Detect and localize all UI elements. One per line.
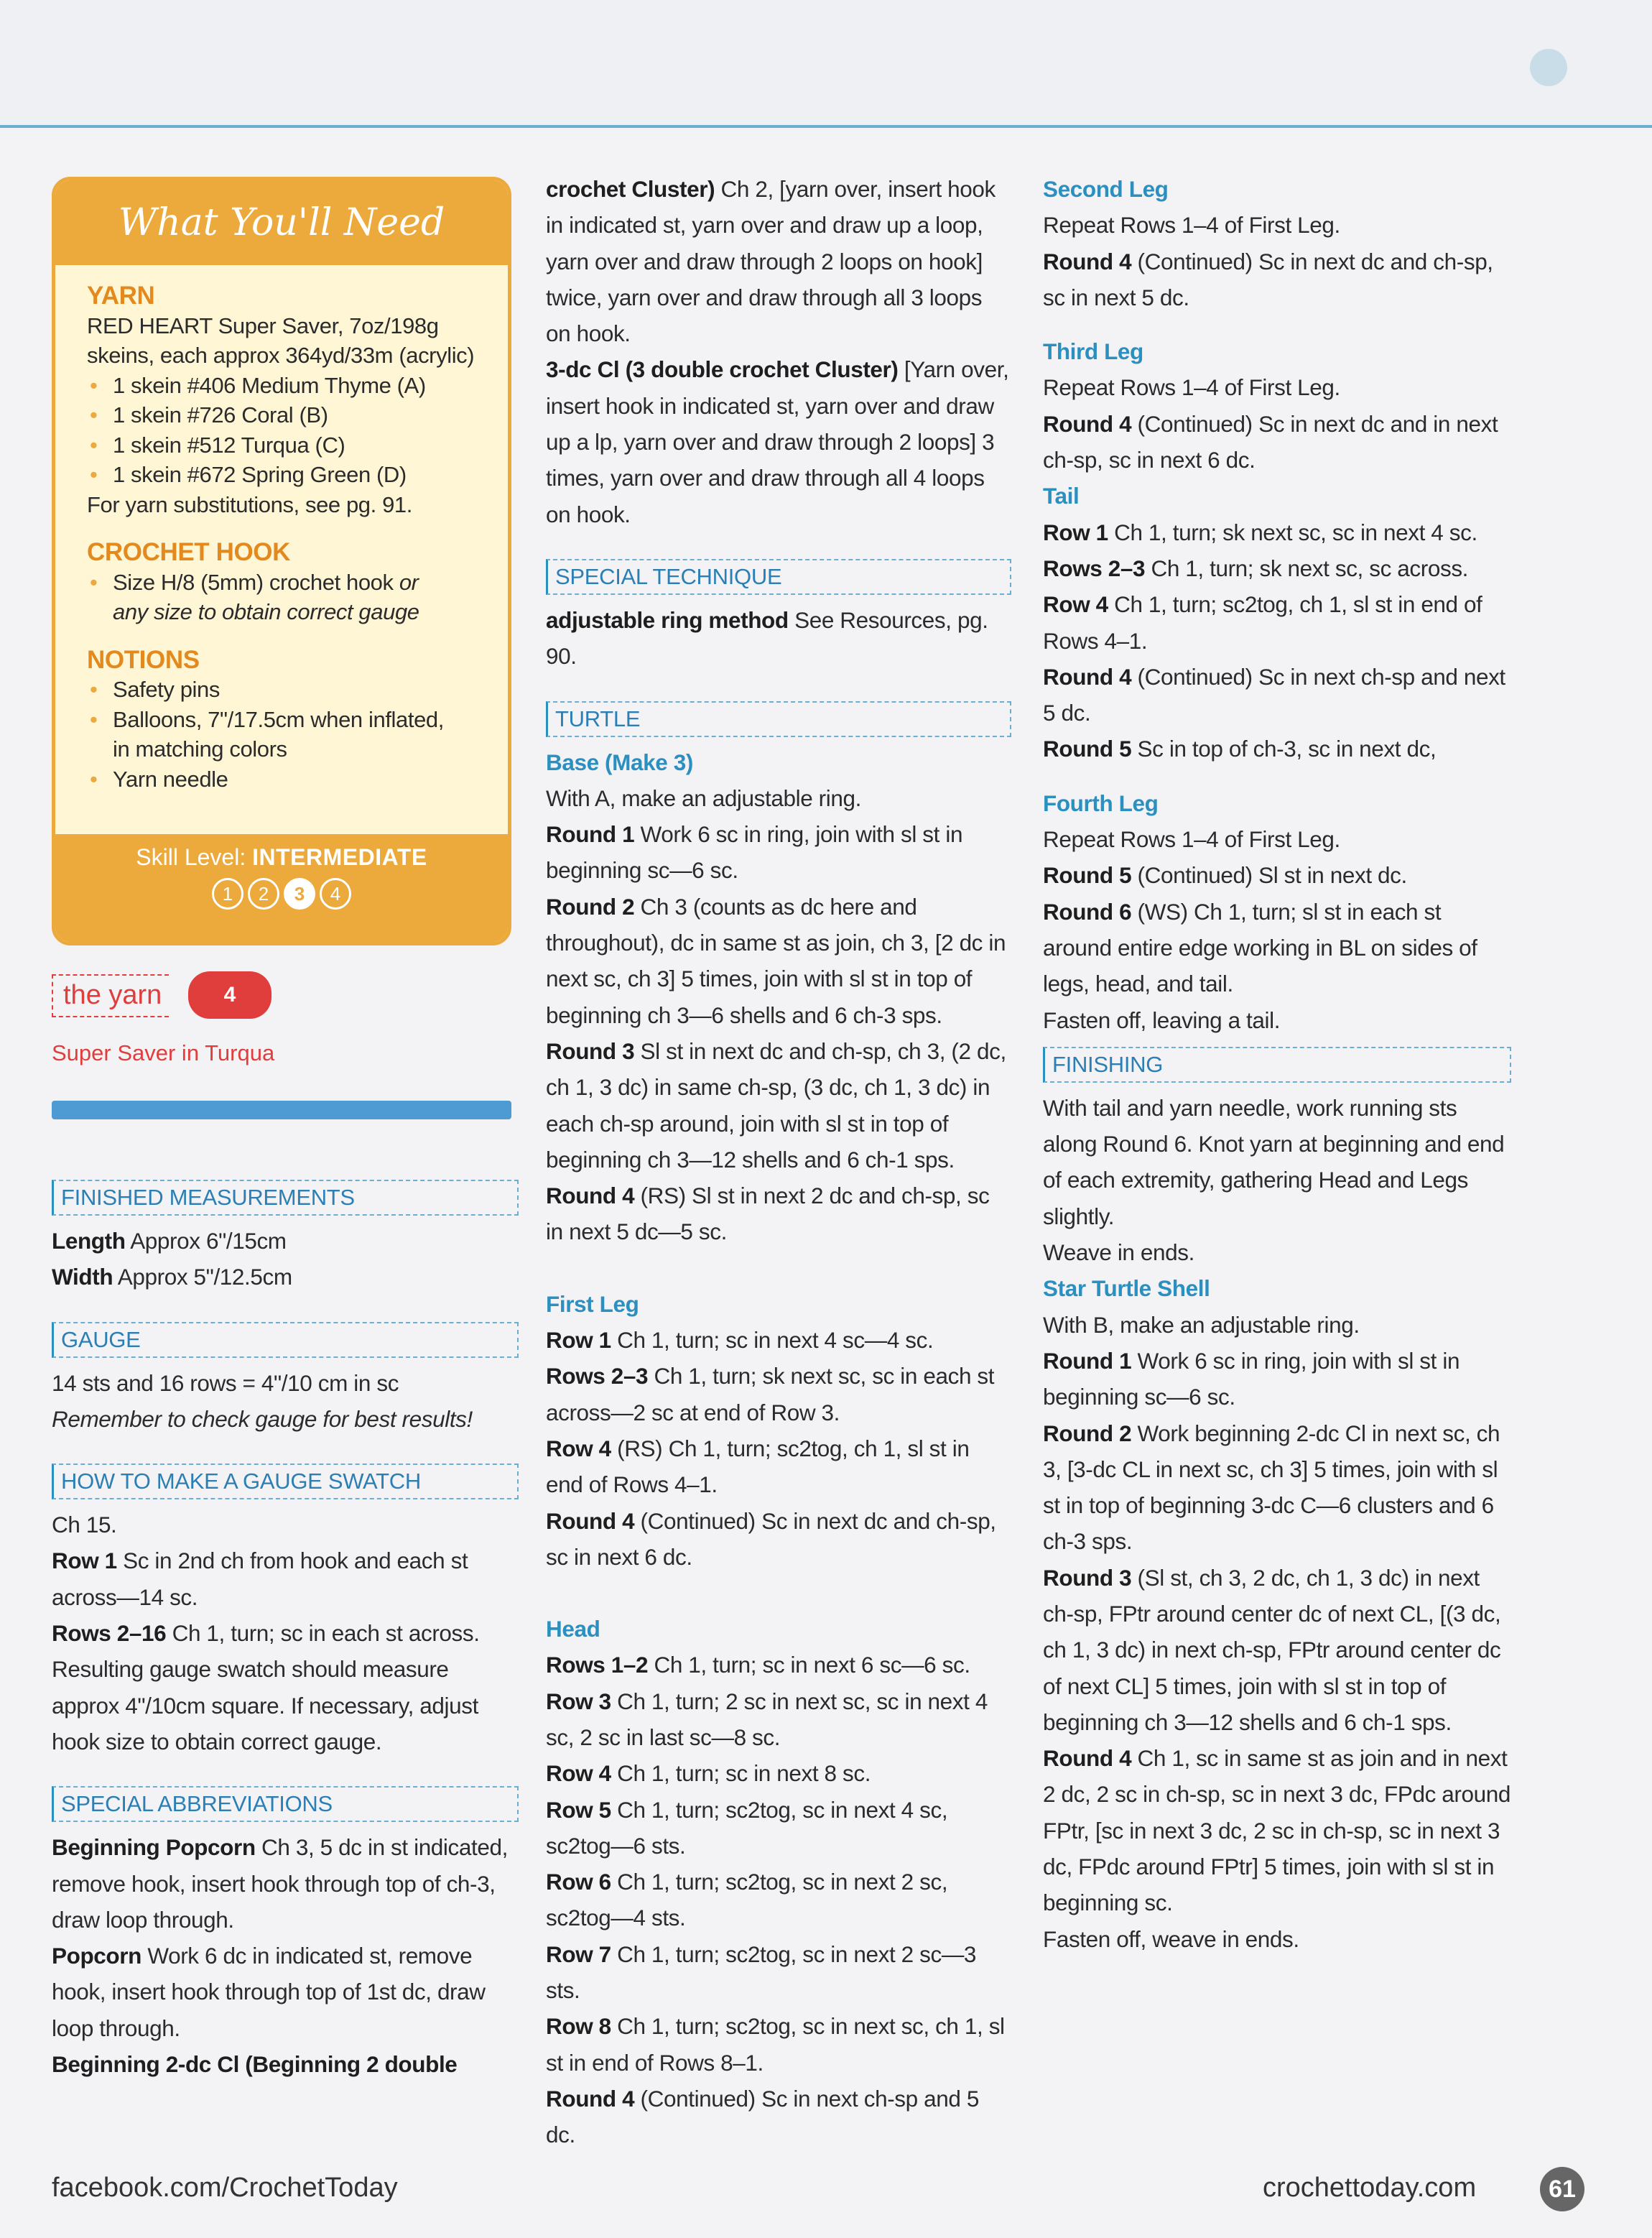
- width-spec: Width Approx 5"/12.5cm: [52, 1264, 292, 1290]
- technique: adjustable ring method See Resources, pg. 90.: [546, 606, 988, 670]
- notion-item-cont: in matching colors: [113, 736, 287, 762]
- subhead-star-turtle-shell: Star Turtle Shell: [1043, 1275, 1210, 1302]
- instruction: Round 4 (Continued) Sc in next ch-sp and 5 dc.: [546, 2085, 979, 2148]
- instruction: Round 5 (Continued) Sl st in next dc.: [1043, 862, 1407, 889]
- abbreviation: Beginning Popcorn Ch 3, 5 dc in st indicated, remove hook, insert hook through top of ch-3, draw loop through.: [52, 1834, 508, 1933]
- abbreviation: Popcorn Work 6 dc in indicated st, remove hook, insert hook through top of 1st dc, draw loop through.: [52, 1943, 486, 2041]
- instruction: Round 1 Work 6 sc in ring, join with sl st in beginning sc—6 sc.: [1043, 1347, 1460, 1410]
- instruction: Round 3 Sl st in next dc and ch-sp, ch 3, (2 dc, ch 1, 3 dc) in same ch-sp, (3 dc, ch 1, 3 dc) in each ch-sp around, join with sl st in top of beginning ch 3—12 shells and 6 ch-1 sps.: [546, 1037, 1006, 1173]
- instruction: Repeat Rows 1–4 of First Leg.: [1043, 374, 1340, 401]
- abbreviation: 3-dc Cl (3 double crochet Cluster) [Yarn over, insert hook in indicated st, yarn over and draw up a lp, yarn over and draw through 2 loops] 3 times, yarn over and draw through all 4 loops on hook.: [546, 356, 1009, 527]
- instruction: Round 6 (WS) Ch 1, turn; sl st in each st around entire edge working in BL on sides of legs, head, and tail.: [1043, 898, 1477, 997]
- yarn-line: RED HEART Super Saver, 7oz/198g: [87, 313, 439, 338]
- notion-item: • Balloons, 7"/17.5cm when inflated,: [87, 705, 486, 735]
- footer-site-link: crochettoday.com: [1263, 2173, 1477, 2203]
- instruction: Round 4 (Continued) Sc in next dc and ch-sp, sc in next 6 dc.: [546, 1507, 996, 1570]
- swatch-row: Rows 2–16 Ch 1, turn; sc in each st across. Resulting gauge swatch should measure approx 4"/10cm square. If necessary, adjust hook size to obtain correct gauge.: [52, 1620, 480, 1754]
- yarn-weight-icon: 4: [188, 971, 272, 1019]
- instruction: Fasten off, leaving a tail.: [1043, 1007, 1281, 1033]
- instruction: Rows 2–3 Ch 1, turn; sk next sc, sc in each st across—2 sc at end of Row 3.: [546, 1363, 995, 1425]
- subhead-third-leg: Third Leg: [1043, 338, 1143, 365]
- skill-dot-selected: 3: [284, 878, 315, 910]
- subhead-base: Base (Make 3): [546, 749, 693, 775]
- yarn-caption: Super Saver in Turqua: [52, 1040, 275, 1065]
- instruction: Row 3 Ch 1, turn; 2 sc in next sc, sc in next 4 sc, 2 sc in last sc—8 sc.: [546, 1688, 988, 1750]
- column-left: [52, 1171, 519, 2082]
- yarn-item: • 1 skein #406 Medium Thyme (A): [87, 371, 486, 401]
- instruction: Round 2 Work beginning 2-dc Cl in next sc, ch 3, [3-dc CL in next sc, ch 3] 5 times, join with sl st in top of beginning 3-dc C—6 clusters and 6 ch-3 sps.: [1043, 1420, 1500, 1555]
- skill-value: INTERMEDIATE: [252, 844, 427, 870]
- section-finishing: FINISHING: [1043, 1047, 1511, 1083]
- instruction: Repeat Rows 1–4 of First Leg.: [1043, 826, 1340, 853]
- abbreviation: Beginning 2-dc Cl (Beginning 2 double: [52, 2051, 458, 2078]
- instruction: Row 4 Ch 1, turn; sc in next 8 sc.: [546, 1760, 871, 1787]
- instruction: Row 8 Ch 1, turn; sc2tog, sc in next sc, ch 1, sl st in end of Rows 8–1.: [546, 2013, 1005, 2076]
- column-middle: [546, 171, 1011, 2153]
- subhead-tail: Tail: [1043, 483, 1080, 509]
- instruction: Rows 2–3 Ch 1, turn; sk next sc, sc across.: [1043, 555, 1469, 581]
- abbreviation: crochet Cluster) Ch 2, [yarn over, insert hook in indicated st, yarn over and draw up a loop, yarn over and draw through 2 loops on hook] twice, yarn over and draw through all 3 loops on hook.: [546, 176, 996, 347]
- what-youll-need-box: [52, 177, 511, 945]
- yarn-item: • 1 skein #512 Turqua (C): [87, 430, 486, 461]
- section-gauge: GAUGE: [52, 1322, 519, 1358]
- section-gauge-swatch: HOW TO MAKE A GAUGE SWATCH: [52, 1464, 519, 1499]
- instruction: Row 7 Ch 1, turn; sc2tog, sc in next 2 sc—3 sts.: [546, 1941, 977, 2004]
- instruction: Round 4 (RS) Sl st in next 2 dc and ch-sp, sc in next 5 dc—5 sc.: [546, 1183, 990, 1245]
- instruction: Round 2 Ch 3 (counts as dc here and throughout), dc in same st as join, ch 3, [2 dc in next sc, ch 3] 5 times, join with sl st in top of beginning ch 3—6 shells and 6 ch-3 sps.: [546, 893, 1006, 1028]
- section-special-technique: SPECIAL TECHNIQUE: [546, 559, 1011, 595]
- subhead-second-leg: Second Leg: [1043, 176, 1169, 202]
- instruction: Round 3 (Sl st, ch 3, 2 dc, ch 1, 3 dc) in next ch-sp, FPtr around center dc of next CL, [(3 dc, ch 1, 3 dc) in next ch-sp, FPtr around center dc of next CL] 5 times, join with sl st in top of beginning ch 3—12 shells and 6 ch-1 sps.: [1043, 1564, 1501, 1735]
- gauge-reminder: Remember to check gauge for best results!: [52, 1405, 473, 1432]
- header-rule: [0, 125, 1652, 128]
- skill-dot: 4: [320, 878, 351, 910]
- yarn-substitutions: For yarn substitutions, see pg. 91.: [87, 491, 412, 517]
- subhead-fourth-leg: Fourth Leg: [1043, 790, 1159, 816]
- column-right: [1043, 171, 1511, 1957]
- subhead-first-leg: First Leg: [546, 1290, 639, 1317]
- instruction: Round 4 Ch 1, sc in same st as join and in next 2 dc, 2 sc in ch-sp, sc in next 3 dc, FPdc around FPtr, [sc in next 3 dc, 2 sc in ch-sp, sc in next 3 dc, FPdc around FPtr] 5 times, join with sl st in beginning sc.: [1043, 1745, 1511, 1916]
- section-special-abbreviations: SPECIAL ABBREVIATIONS: [52, 1786, 519, 1822]
- hook-heading: CROCHET HOOK: [87, 538, 290, 566]
- instruction: Rows 1–2 Ch 1, turn; sc in next 6 sc—6 sc.: [546, 1652, 970, 1678]
- gauge-text: 14 sts and 16 rows = 4"/10 cm in sc: [52, 1369, 399, 1396]
- skill-level-indicator: [55, 878, 508, 910]
- yarn-heading: YARN: [87, 282, 155, 310]
- yarn-swatch: [52, 1101, 511, 1119]
- hook-item-cont: any size to obtain correct gauge: [113, 599, 419, 624]
- instruction: Round 1 Work 6 sc in ring, join with sl st in beginning sc—6 sc.: [546, 821, 963, 884]
- skill-level-bar: [55, 834, 508, 942]
- notion-item: • Yarn needle: [87, 764, 486, 795]
- section-finished-measurements: FINISHED MEASUREMENTS: [52, 1180, 519, 1216]
- instruction: Repeat Rows 1–4 of First Leg.: [1043, 212, 1340, 239]
- page-number: 61: [1540, 2167, 1584, 2211]
- footer-facebook-link: facebook.com/CrochetToday: [52, 2173, 398, 2203]
- length-spec: Length Approx 6"/15cm: [52, 1228, 287, 1254]
- section-turtle: TURTLE: [546, 701, 1011, 737]
- instruction: Row 1 Ch 1, turn; sk next sc, sc in next 4 sc.: [1043, 519, 1477, 545]
- subhead-head: Head: [546, 1616, 600, 1642]
- need-box-title: What You'll Need: [55, 180, 508, 265]
- page-top-band: [0, 0, 1652, 126]
- notion-item: • Safety pins: [87, 675, 486, 705]
- yarn-line: skeins, each approx 364yd/33m (acrylic): [87, 343, 475, 368]
- skill-label: Skill Level:: [136, 844, 246, 870]
- instruction: Row 4 (RS) Ch 1, turn; sc2tog, ch 1, sl st in end of Rows 4–1.: [546, 1435, 970, 1498]
- decorative-dot: [1530, 49, 1567, 86]
- notions-heading: NOTIONS: [87, 645, 200, 674]
- swatch-chain: Ch 15.: [52, 1512, 117, 1538]
- instruction: With A, make an adjustable ring.: [546, 785, 861, 811]
- skill-dot: 2: [248, 878, 279, 910]
- instruction: Round 5 Sc in top of ch-3, sc in next dc,: [1043, 736, 1437, 762]
- instruction: With tail and yarn needle, work running sts along Round 6. Knot yarn at beginning and end of each extremity, gathering Head and Legs slightly.: [1043, 1094, 1505, 1229]
- instruction: Row 5 Ch 1, turn; sc2tog, sc in next 4 sc, sc2tog—6 sts.: [546, 1796, 948, 1859]
- yarn-item: • 1 skein #672 Spring Green (D): [87, 460, 486, 490]
- instruction: Round 4 (Continued) Sc in next dc and in next ch-sp, sc in next 6 dc.: [1043, 410, 1498, 473]
- instruction: Round 4 (Continued) Sc in next dc and ch-sp, sc in next 5 dc.: [1043, 248, 1493, 310]
- swatch-row: Row 1 Sc in 2nd ch from hook and each st across—14 sc.: [52, 1548, 468, 1610]
- instruction: Weave in ends.: [1043, 1239, 1194, 1266]
- yarn-item: • 1 skein #726 Coral (B): [87, 400, 486, 430]
- skill-dot: 1: [212, 878, 243, 910]
- instruction: Row 4 Ch 1, turn; sc2tog, ch 1, sl st in end of Rows 4–1.: [1043, 591, 1482, 654]
- instruction: Row 1 Ch 1, turn; sc in next 4 sc—4 sc.: [546, 1327, 934, 1354]
- instruction: With B, make an adjustable ring.: [1043, 1311, 1360, 1338]
- instruction: Row 6 Ch 1, turn; sc2tog, sc in next 2 sc, sc2tog—4 sts.: [546, 1869, 948, 1931]
- instruction: Fasten off, weave in ends.: [1043, 1925, 1299, 1952]
- instruction: Round 4 (Continued) Sc in next ch-sp and next 5 dc.: [1043, 663, 1505, 726]
- hook-item: • Size H/8 (5mm) crochet hook or: [87, 568, 486, 598]
- the-yarn-label: the yarn: [52, 974, 169, 1017]
